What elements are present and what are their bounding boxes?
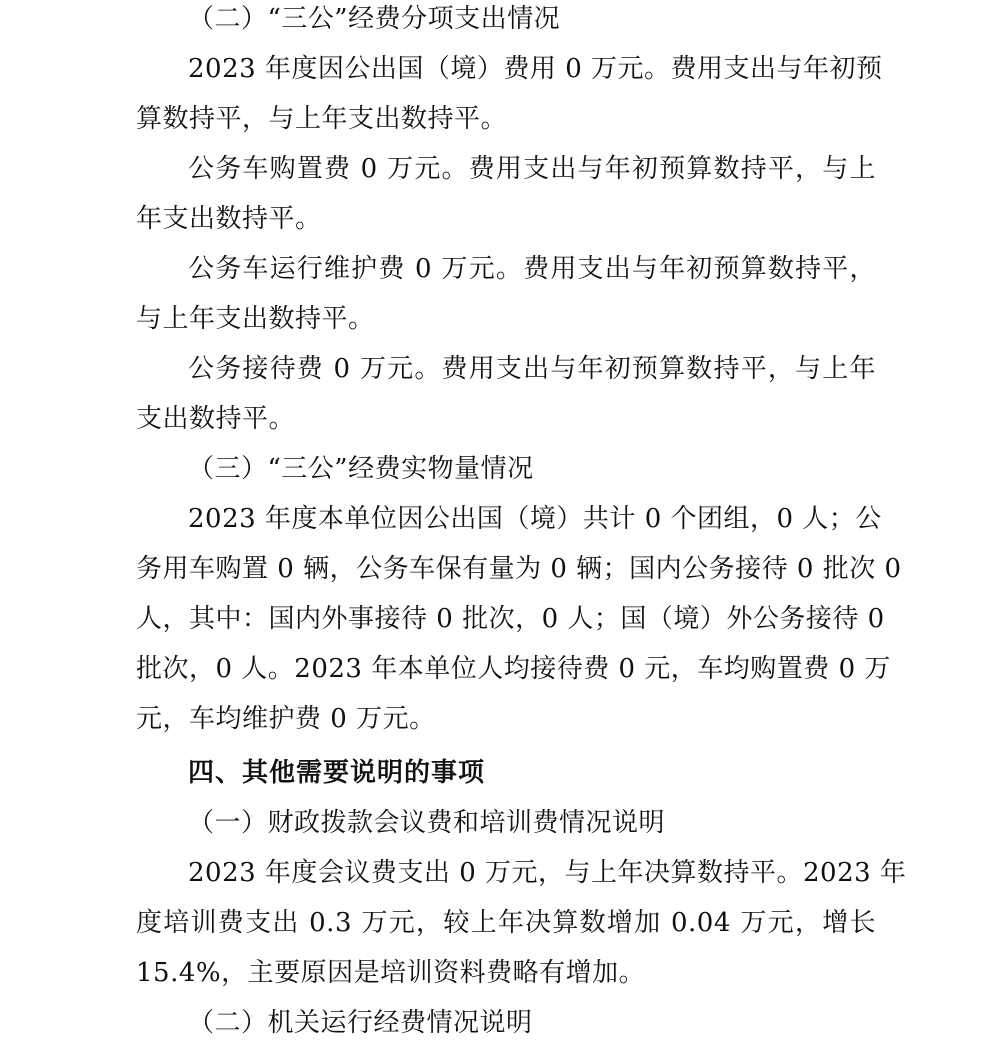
paragraph-line: 度培训费支出 0.3 万元，较上年决算数增加 0.04 万元，增长 [136,908,876,938]
paragraph-line: 算数持平，与上年支出数持平。 [136,104,508,134]
paragraph-line: 年支出数持平。 [136,204,322,234]
paragraph-line: 务用车购置 0 辆，公务车保有量为 0 辆；国内公务接待 0 批次 0 [136,554,902,584]
subheading-meeting-training: （一）财政拨款会议费和培训费情况说明 [188,808,666,838]
paragraph-line: 元，车均维护费 0 万元。 [136,704,436,734]
paragraph-line: 15.4%，主要原因是培训资料费略有增加。 [136,958,646,988]
paragraph-line: 人，其中：国内外事接待 0 批次，0 人；国（境）外公务接待 0 [136,604,885,634]
paragraph-line: 公务车购置费 0 万元。费用支出与年初预算数持平，与上 [188,154,876,184]
paragraph-line: 公务车运行维护费 0 万元。费用支出与年初预算数持平， [188,254,876,284]
paragraph-line: 2023 年度会议费支出 0 万元，与上年决算数持平。2023 年 [188,858,907,888]
paragraph-line: 与上年支出数持平。 [136,304,375,334]
subheading-physical-quantity: （三）“三公”经费实物量情况 [188,454,534,484]
paragraph-line: 公务接待费 0 万元。费用支出与年初预算数持平，与上年 [188,354,876,384]
paragraph-line: 支出数持平。 [136,404,296,434]
paragraph-line: 2023 年度本单位因公出国（境）共计 0 个团组，0 人；公 [188,504,882,534]
paragraph-line: 批次，0 人。2023 年本单位人均接待费 0 元，车均购置费 0 万 [136,654,891,684]
subheading-sangong-items: （二）“三公”经费分项支出情况 [188,4,561,34]
subheading-operation-funds: （二）机关运行经费情况说明 [188,1008,533,1038]
section-heading: 四、其他需要说明的事项 [188,758,486,788]
paragraph-line: 2023 年度因公出国（境）费用 0 万元。费用支出与年初预 [188,54,883,84]
